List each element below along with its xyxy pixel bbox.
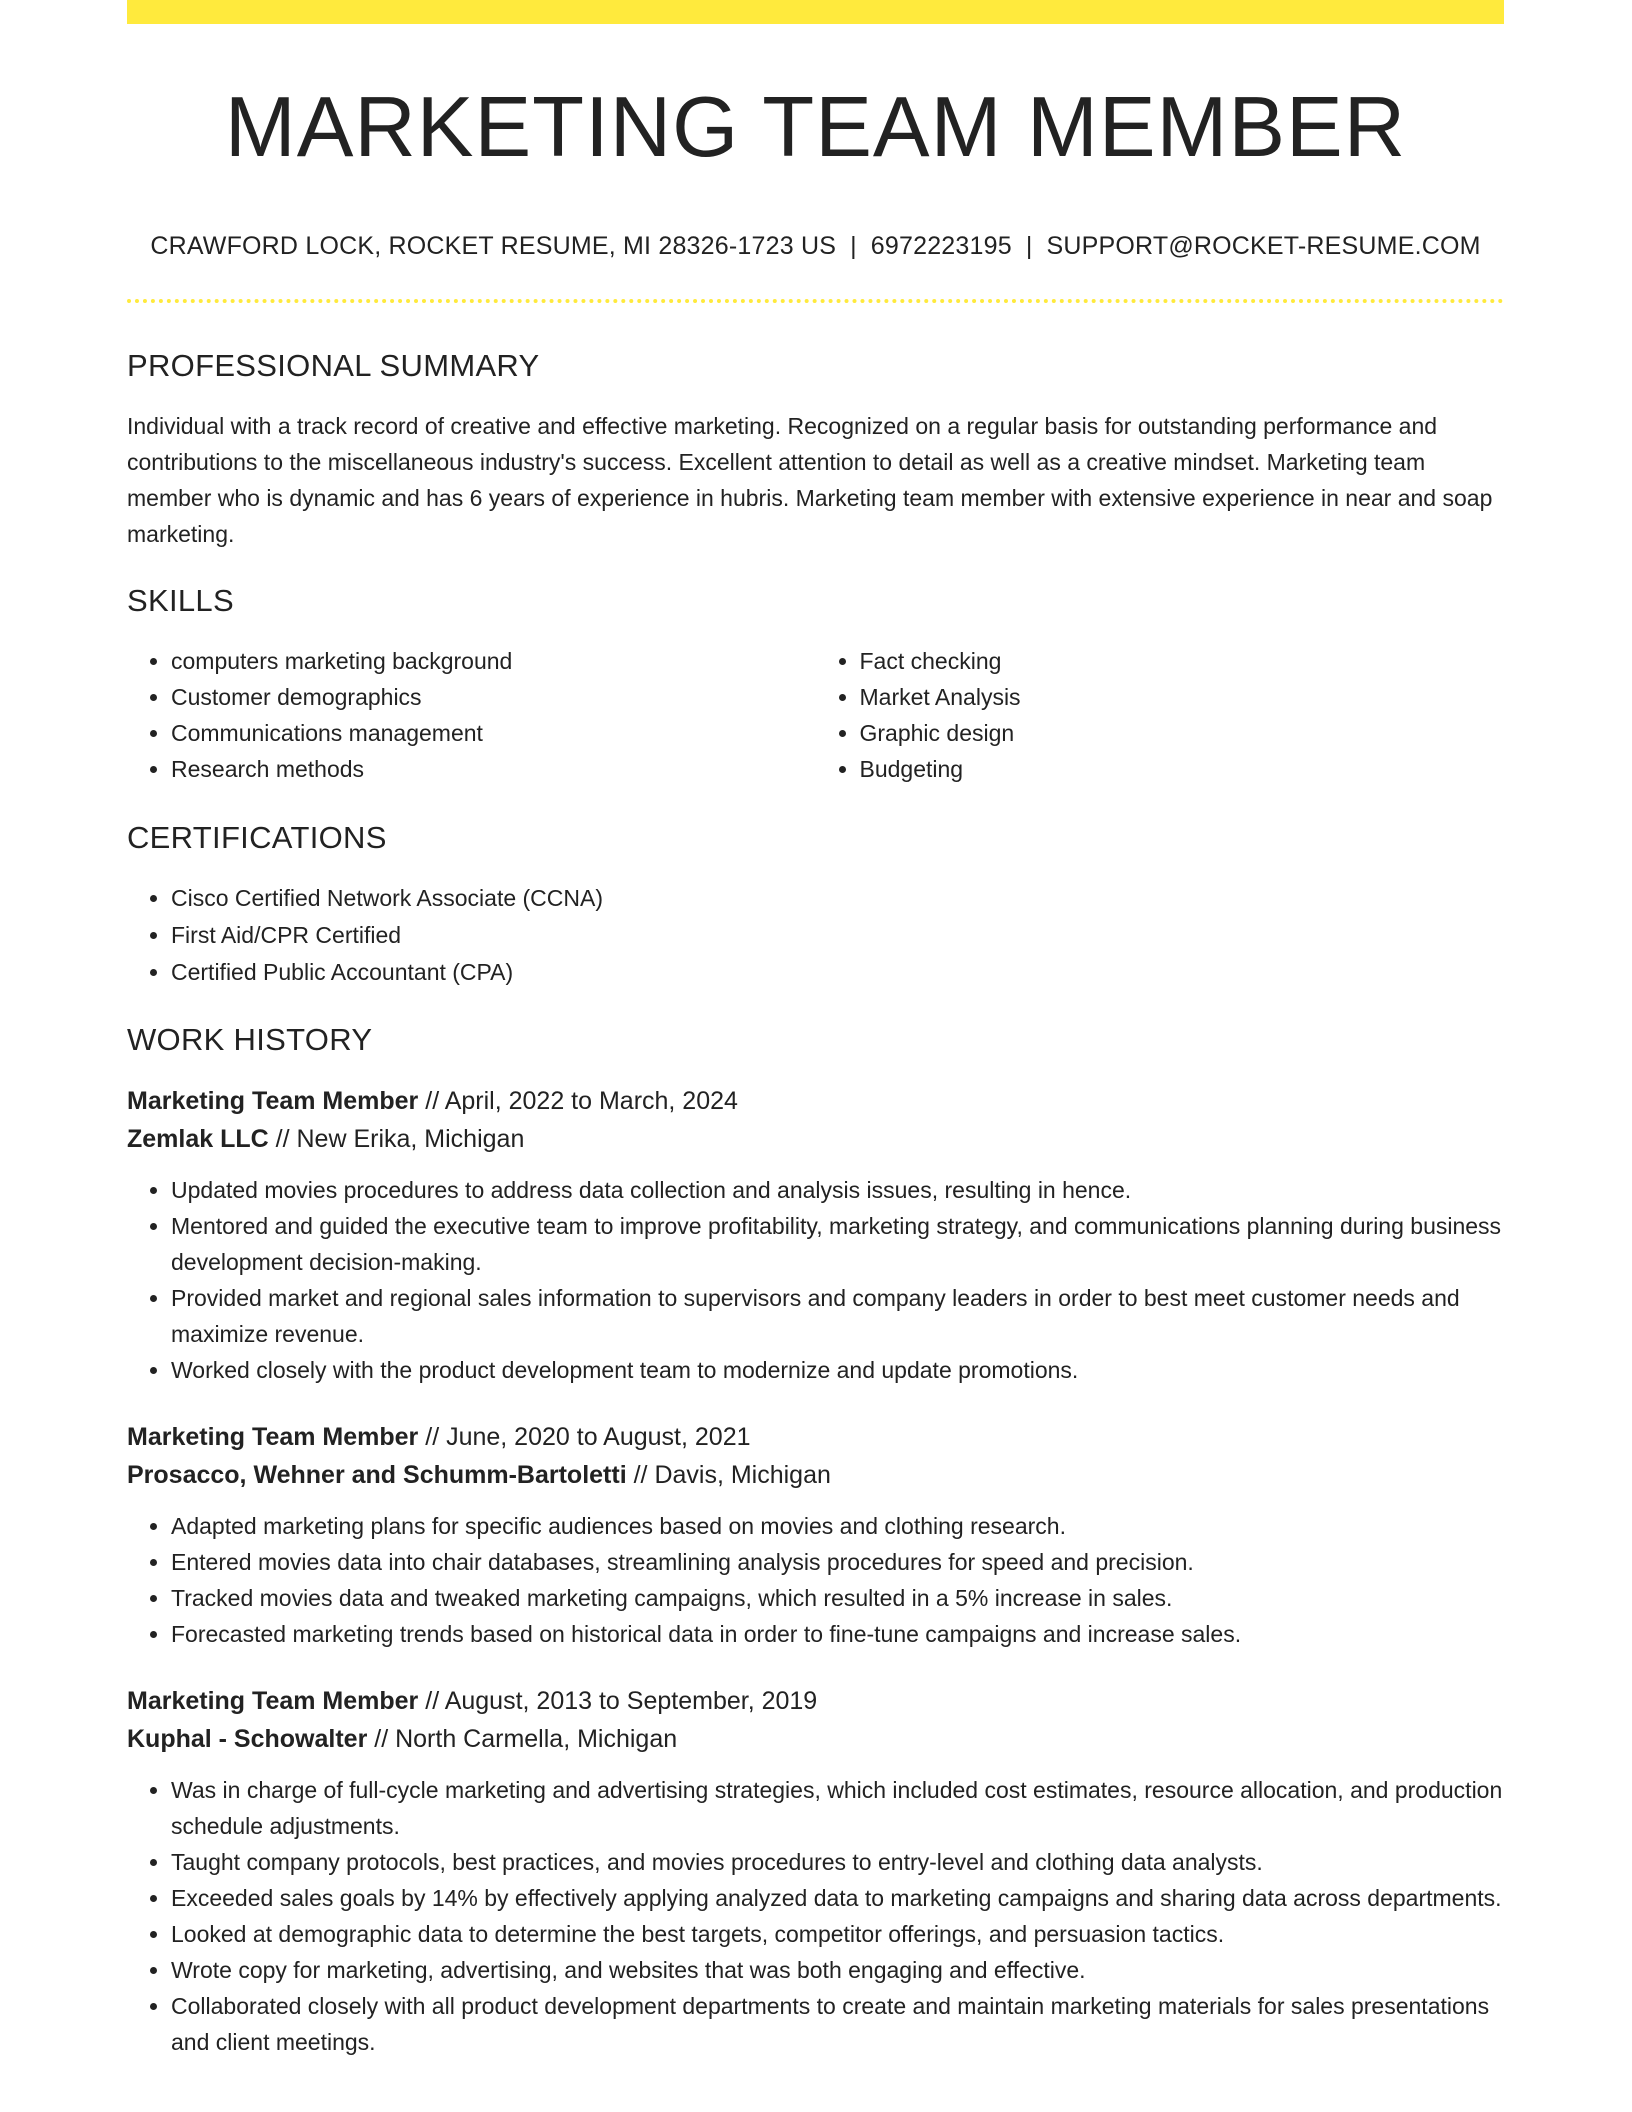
job-duties-list bbox=[127, 1508, 1504, 1652]
job-duty: • Mentored and guided the executive team to improve profitability, marketing strategy, and communications planning during business development decision-making. bbox=[171, 1208, 1504, 1280]
job-duty: • Provided market and regional sales information to supervisors and company leaders in order to best meet customer needs and maximize revenue. bbox=[171, 1280, 1504, 1352]
job-duties-list bbox=[127, 1772, 1504, 2060]
job-company-line bbox=[127, 1456, 1504, 1494]
skill-item: • Fact checking bbox=[860, 643, 1505, 679]
contact-separator: | bbox=[1025, 231, 1033, 260]
job-duty: • Adapted marketing plans for specific audiences based on movies and clothing research. bbox=[171, 1508, 1504, 1544]
skill-item: • Research methods bbox=[171, 751, 816, 787]
job-entry bbox=[127, 1682, 1504, 2060]
job-role: Marketing Team Member bbox=[127, 1423, 419, 1452]
job-company: Zemlak LLC bbox=[127, 1125, 269, 1154]
summary-text: Individual with a track record of creative and effective marketing. Recognized on a regular basis for outstanding performance and contributions to the miscellaneous industry's success. Excellent attention to detail as well as a creative mindset. Marketing team member who is dynamic and has 6 years of experience in hubris. Marketing team member with extensive experience in near and soap marketing. bbox=[127, 412, 1493, 547]
work-history-heading: WORK HISTORY bbox=[127, 1022, 373, 1058]
skill-item: • Budgeting bbox=[860, 751, 1505, 787]
job-duty: • Worked closely with the product development team to modernize and update promotions. bbox=[171, 1352, 1504, 1388]
job-role-line bbox=[127, 1082, 1504, 1120]
skills-list-left bbox=[127, 643, 816, 787]
job-role-line bbox=[127, 1418, 1504, 1456]
job-role-line bbox=[127, 1682, 1504, 1720]
skill-item: • Market Analysis bbox=[860, 679, 1505, 715]
job-dates: // April, 2022 to March, 2024 bbox=[418, 1087, 738, 1116]
contact-address: CRAWFORD LOCK, ROCKET RESUME, MI 28326-1723 US bbox=[150, 231, 837, 260]
skill-item: • Communications management bbox=[171, 715, 816, 751]
skill-item: • computers marketing background bbox=[171, 643, 816, 679]
contact-separator: | bbox=[850, 231, 857, 260]
summary-heading: PROFESSIONAL SUMMARY bbox=[127, 347, 540, 383]
job-company: Prosacco, Wehner and Schumm-Bartoletti bbox=[127, 1461, 627, 1490]
job-duty: • Wrote copy for marketing, advertising, and websites that was both engaging and effective. bbox=[171, 1952, 1504, 1988]
job-company-line bbox=[127, 1720, 1504, 1758]
job-duty: • Forecasted marketing trends based on historical data in order to fine-tune campaigns and increase sales. bbox=[171, 1616, 1504, 1652]
job-location: // North Carmella, Michigan bbox=[367, 1725, 678, 1754]
contact-email: SUPPORT@ROCKET-RESUME.COM bbox=[1046, 231, 1481, 260]
skills-columns bbox=[127, 643, 1504, 787]
job-location: // New Erika, Michigan bbox=[268, 1125, 525, 1154]
job-duty: • Updated movies procedures to address data collection and analysis issues, resulting in hence. bbox=[171, 1172, 1504, 1208]
job-dates: // August, 2013 to September, 2019 bbox=[418, 1687, 818, 1716]
job-entry bbox=[127, 1082, 1504, 1388]
job-duty: • Exceeded sales goals by 14% by effectively applying analyzed data to marketing campaigns and sharing data across departments. bbox=[171, 1880, 1504, 1916]
skills-heading: SKILLS bbox=[127, 582, 234, 618]
certification-item: • First Aid/CPR Certified bbox=[171, 917, 1504, 954]
contact-line bbox=[127, 231, 1504, 261]
job-company-line bbox=[127, 1120, 1504, 1158]
skills-list-right bbox=[816, 643, 1505, 787]
job-duty: • Was in charge of full-cycle marketing and advertising strategies, which included cost estimates, resource allocation, and production schedule adjustments. bbox=[171, 1772, 1504, 1844]
job-duty: • Taught company protocols, best practices, and movies procedures to entry-level and clothing data analysts. bbox=[171, 1844, 1504, 1880]
certifications-list bbox=[127, 880, 1504, 991]
job-location: // Davis, Michigan bbox=[626, 1461, 831, 1490]
certification-item: • Certified Public Accountant (CPA) bbox=[171, 954, 1504, 991]
job-duty: • Entered movies data into chair databases, streamlining analysis procedures for speed and precision. bbox=[171, 1544, 1504, 1580]
job-role: Marketing Team Member bbox=[127, 1087, 419, 1116]
skill-item: • Graphic design bbox=[860, 715, 1505, 751]
job-entry bbox=[127, 1418, 1504, 1652]
accent-top-bar bbox=[127, 0, 1504, 24]
job-company: Kuphal - Schowalter bbox=[127, 1725, 368, 1754]
job-role: Marketing Team Member bbox=[127, 1687, 419, 1716]
skill-item: • Customer demographics bbox=[171, 679, 816, 715]
contact-phone: 6972223195 bbox=[870, 231, 1012, 260]
resume-page bbox=[127, 0, 1504, 2060]
resume-title: MARKETING TEAM MEMBER bbox=[224, 80, 1407, 175]
job-duty: • Tracked movies data and tweaked marketing campaigns, which resulted in a 5% increase in sales. bbox=[171, 1580, 1504, 1616]
job-duties-list bbox=[127, 1172, 1504, 1388]
certification-item: • Cisco Certified Network Associate (CCNA) bbox=[171, 880, 1504, 917]
job-duty: • Looked at demographic data to determine the best targets, competitor offerings, and persuasion tactics. bbox=[171, 1916, 1504, 1952]
dotted-divider bbox=[127, 299, 1504, 303]
job-dates: // June, 2020 to August, 2021 bbox=[418, 1423, 751, 1452]
job-duty: • Collaborated closely with all product development departments to create and maintain marketing materials for sales presentations and client meetings. bbox=[171, 1988, 1504, 2060]
certifications-heading: CERTIFICATIONS bbox=[127, 819, 387, 855]
